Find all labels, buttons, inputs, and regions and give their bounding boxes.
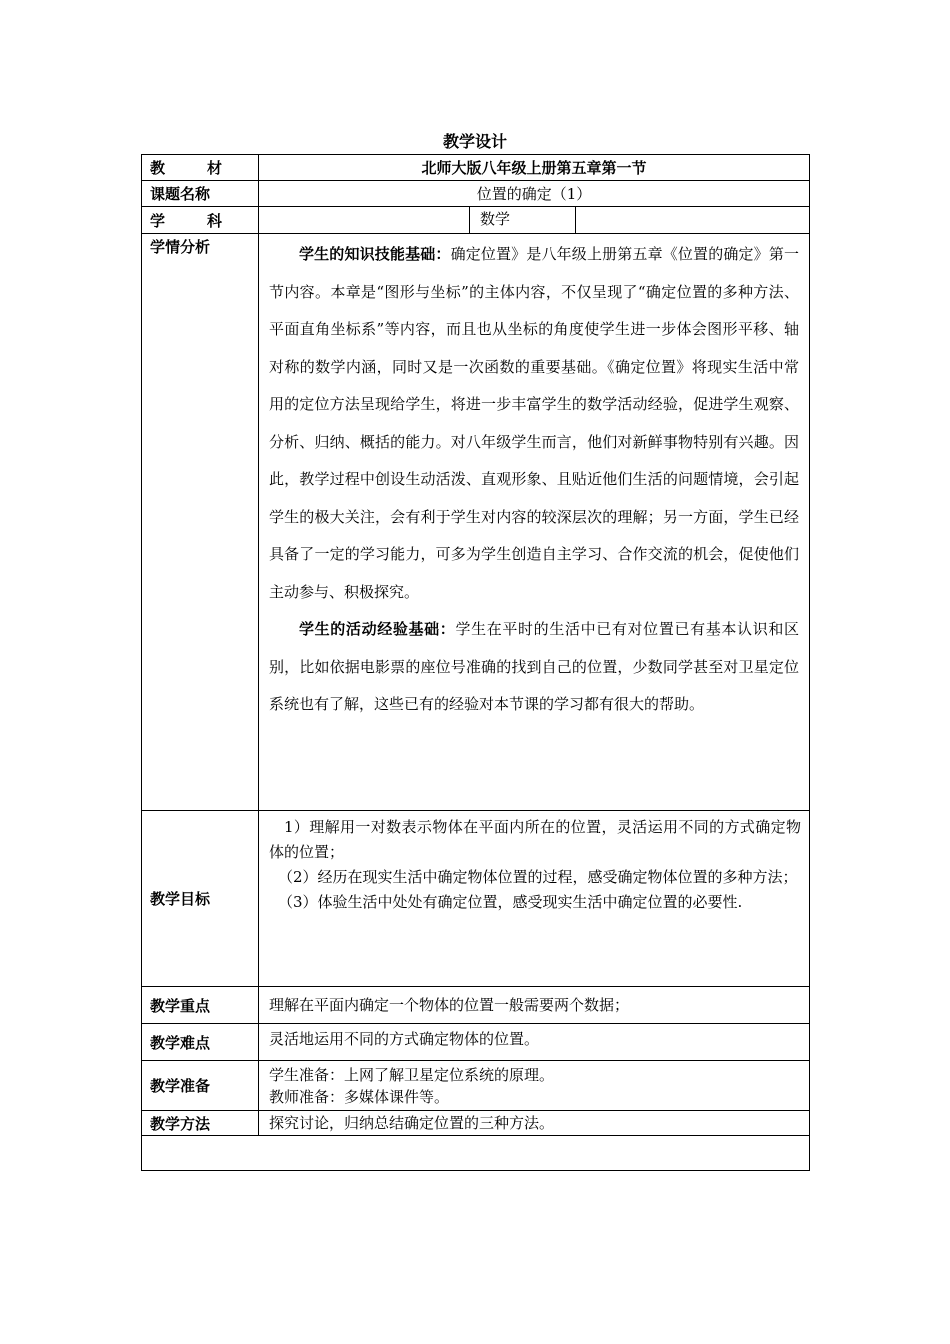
analysis-text-1: 确定位置》是八年级上册第五章《位置的确定》第一节内容。本章是“图形与坐标”的主体内容，不仅呈现了“确定位置的多种方法、平面直角坐标系”等内容，而且也从坐标的角度使学生进一步体会图形平移、轴对称的数学内涵，同时又是一次函数的重要基础。《确定位置》将现实生活中常用的定位方法呈现给学生，将进一步丰富学生的数学活动经验，促进学生观察、分析、归纳、概括的能力。对八年级学生而言，他们对新鲜事物特别有兴趣。因此，教学过程中创设生动活泼、直观形象、且贴近他们生活的问题情境，会引起学生的极大关注，会有利于学生对内容的较深层次的理解；另一方面，学生已经具备了一定的学习能力，可多为学生创造自主学习、合作交流的机会，促使他们主动参与、积极探究。 [269,245,799,601]
preparation-student: 学生准备：上网了解卫星定位系统的原理。 [269,1065,555,1084]
lesson-design-table [141,154,810,1171]
row-methods [142,1111,810,1136]
analysis-paragraph-1 [269,236,799,611]
value-methods: 探究讨论，归纳总结确定位置的三种方法。 [259,1111,810,1136]
empty-bottom-cell [142,1136,810,1171]
label-goals: 教学目标 [142,811,259,987]
goal-1: 1）理解用一对数表示物体在平面内所在的位置，灵活运用不同的方式确定物体的位置； [269,818,801,861]
value-key-points: 理解在平面内确定一个物体的位置一般需要两个数据； [259,987,810,1024]
document-title: 教学设计 [442,132,507,151]
label-subject-b: 科 [206,211,222,230]
analysis-text-2: 学生在平时的生活中已有对位置已有基本认识和区别，比如依据电影票的座位号准确的找到自己的位置，少数同学甚至对卫星定位系统也有了解，这些已有的经验对本节课的学习都有很大的帮助。 [269,620,799,713]
label-difficulties: 教学难点 [142,1024,259,1061]
label-subject [142,207,259,234]
row-difficulties [142,1024,810,1061]
label-subject-a: 学 [150,211,166,230]
label-methods: 教学方法 [142,1111,259,1136]
label-lesson-name: 课题名称 [142,181,259,207]
value-goals [259,811,810,987]
value-analysis [259,234,810,811]
label-preparation: 教学准备 [142,1061,259,1111]
analysis-heading-1: 学生的知识技能基础： [299,245,451,263]
row-analysis [142,234,810,811]
label-material-a: 教 [150,159,166,177]
label-material-b: 材 [206,159,222,177]
subject-empty-cell [259,207,469,233]
value-difficulties: 灵活地运用不同的方式确定物体的位置。 [259,1024,810,1061]
value-subject: 数学 [469,207,576,233]
preparation-teacher: 教师准备：多媒体课件等。 [269,1087,450,1106]
goal-2: （2）经历在现实生活中确定物体位置的过程，感受确定物体位置的多种方法； [278,868,798,886]
row-preparation [142,1061,810,1111]
label-material [142,155,259,181]
row-goals [142,811,810,987]
value-material: 北师大版八年级上册第五章第一节 [259,155,810,181]
value-lesson-name: 位置的确定（1） [259,181,810,207]
row-empty-bottom [142,1136,810,1171]
label-key-points: 教学重点 [142,987,259,1024]
label-analysis: 学情分析 [142,234,259,811]
subject-cell [259,207,810,234]
analysis-heading-2: 学生的活动经验基础： [299,620,456,638]
value-preparation [259,1061,810,1111]
analysis-paragraph-2 [269,611,799,724]
row-key-points [142,987,810,1024]
row-lesson-name [142,181,810,207]
row-material [142,155,810,181]
row-subject [142,207,810,234]
goal-3: （3）体验生活中处处有确定位置，感受现实生活中确定位置的必要性. [278,893,743,911]
